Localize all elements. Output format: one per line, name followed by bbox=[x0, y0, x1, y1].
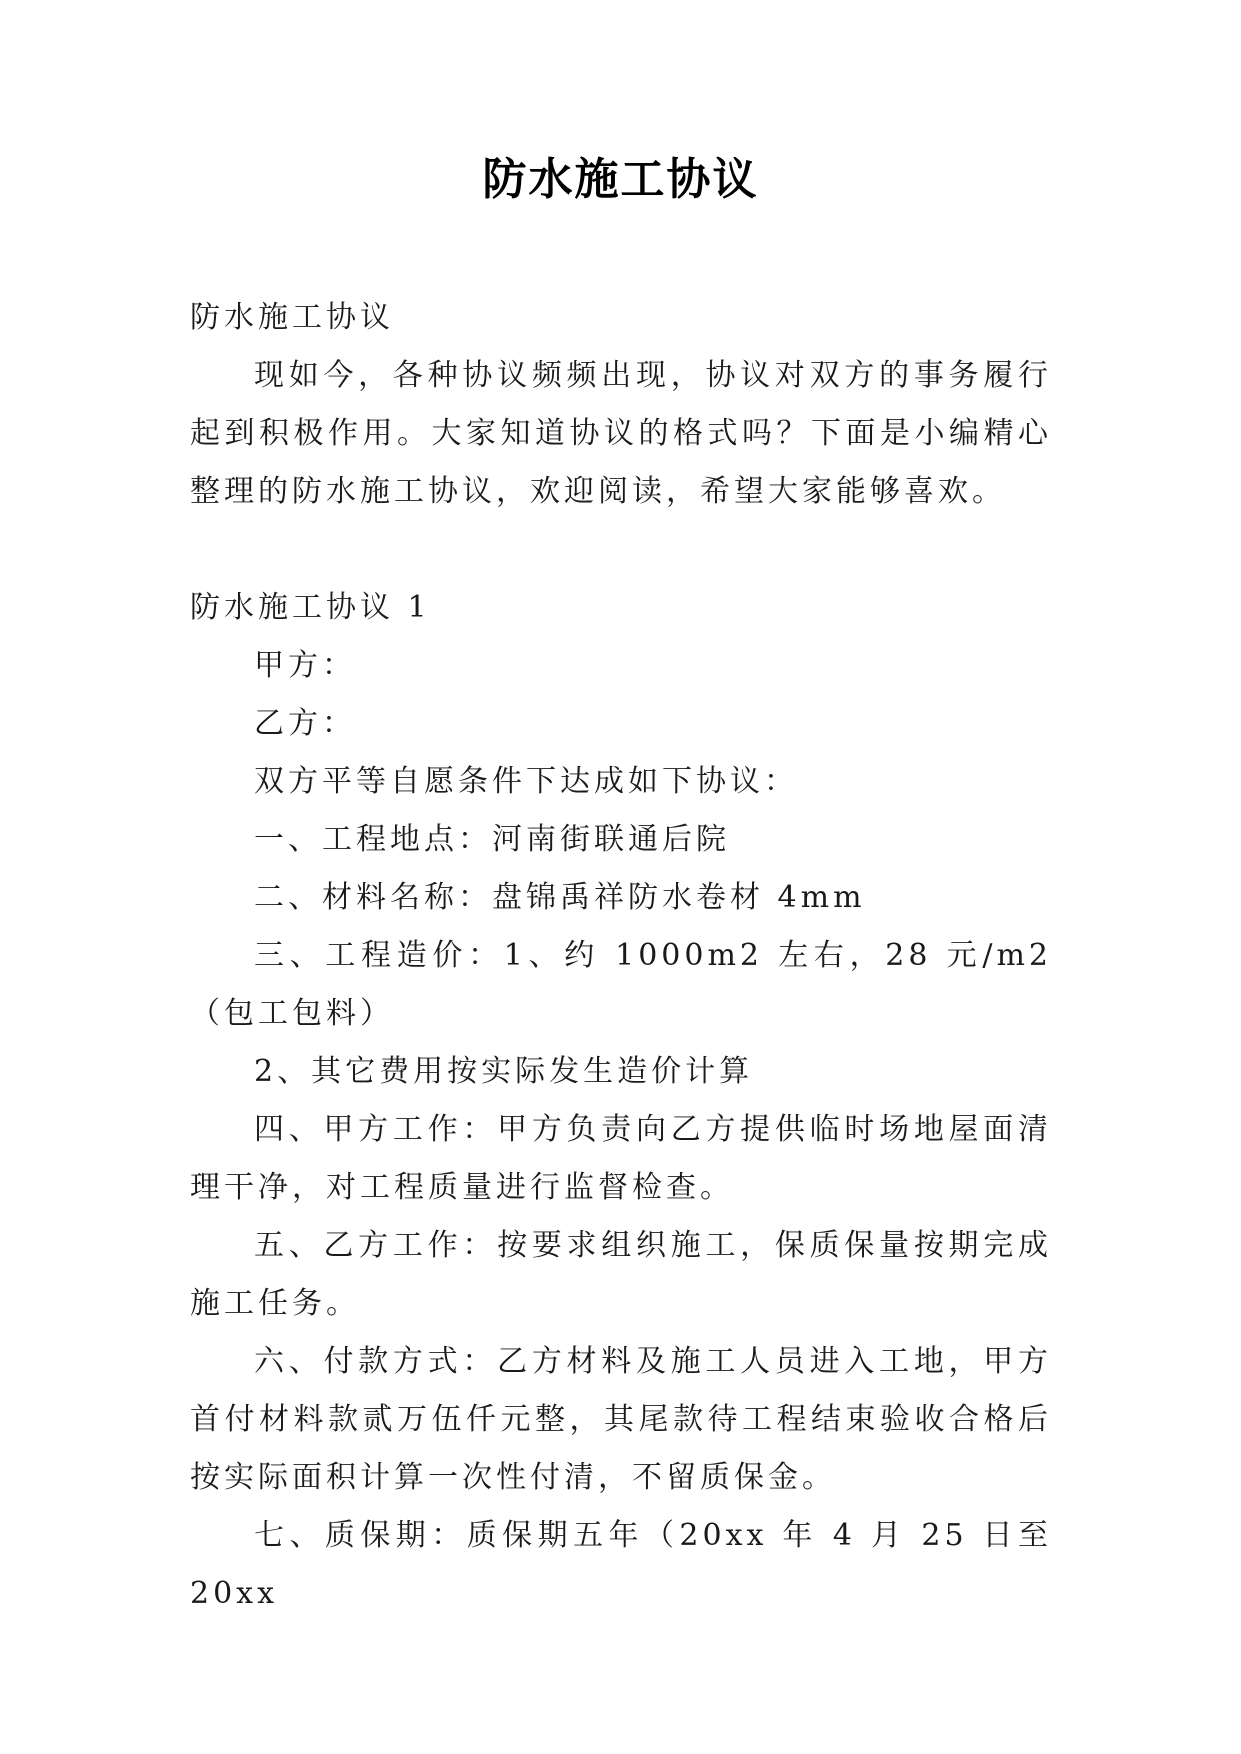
intro-paragraph: 现如今，各种协议频频出现，协议对双方的事务履行起到积极作用。大家知道协议的格式吗？下面是小编精心整理的防水施工协议，欢迎阅读，希望大家能够喜欢。 bbox=[190, 358, 1052, 509]
spacer bbox=[190, 521, 1052, 579]
clause-location: 一、工程地点：河南街联通后院 bbox=[254, 822, 730, 857]
clause-material: 二、材料名称：盘锦禹祥防水卷材 4mm bbox=[254, 880, 866, 915]
clause-cost: 三、工程造价：1、约 1000m2 左右，28 元/m2（包工包料） bbox=[190, 938, 1052, 1031]
clause-warranty: 七、质保期：质保期五年（20xx 年 4 月 25 日至 20xx bbox=[190, 1518, 1052, 1611]
party-b-line: 乙方： bbox=[254, 706, 356, 741]
section-heading: 防水施工协议 1 bbox=[190, 590, 431, 625]
document-title: 防水施工协议 bbox=[482, 154, 759, 205]
document-body bbox=[190, 289, 1052, 1623]
party-a-line: 甲方： bbox=[254, 648, 356, 683]
clause-party-b-work: 五、乙方工作：按要求组织施工，保质保量按期完成施工任务。 bbox=[190, 1228, 1052, 1321]
heading-line: 防水施工协议 bbox=[190, 300, 394, 335]
agreement-intro: 双方平等自愿条件下达成如下协议： bbox=[254, 764, 798, 799]
clause-other-cost: 2、其它费用按实际发生造价计算 bbox=[254, 1054, 754, 1089]
clause-party-a-work: 四、甲方工作：甲方负责向乙方提供临时场地屋面清理干净，对工程质量进行监督检查。 bbox=[190, 1112, 1052, 1205]
clause-payment: 六、付款方式：乙方材料及施工人员进入工地，甲方首付材料款贰万伍仟元整，其尾款待工程结束验收合格后按实际面积计算一次性付清，不留质保金。 bbox=[190, 1344, 1052, 1495]
